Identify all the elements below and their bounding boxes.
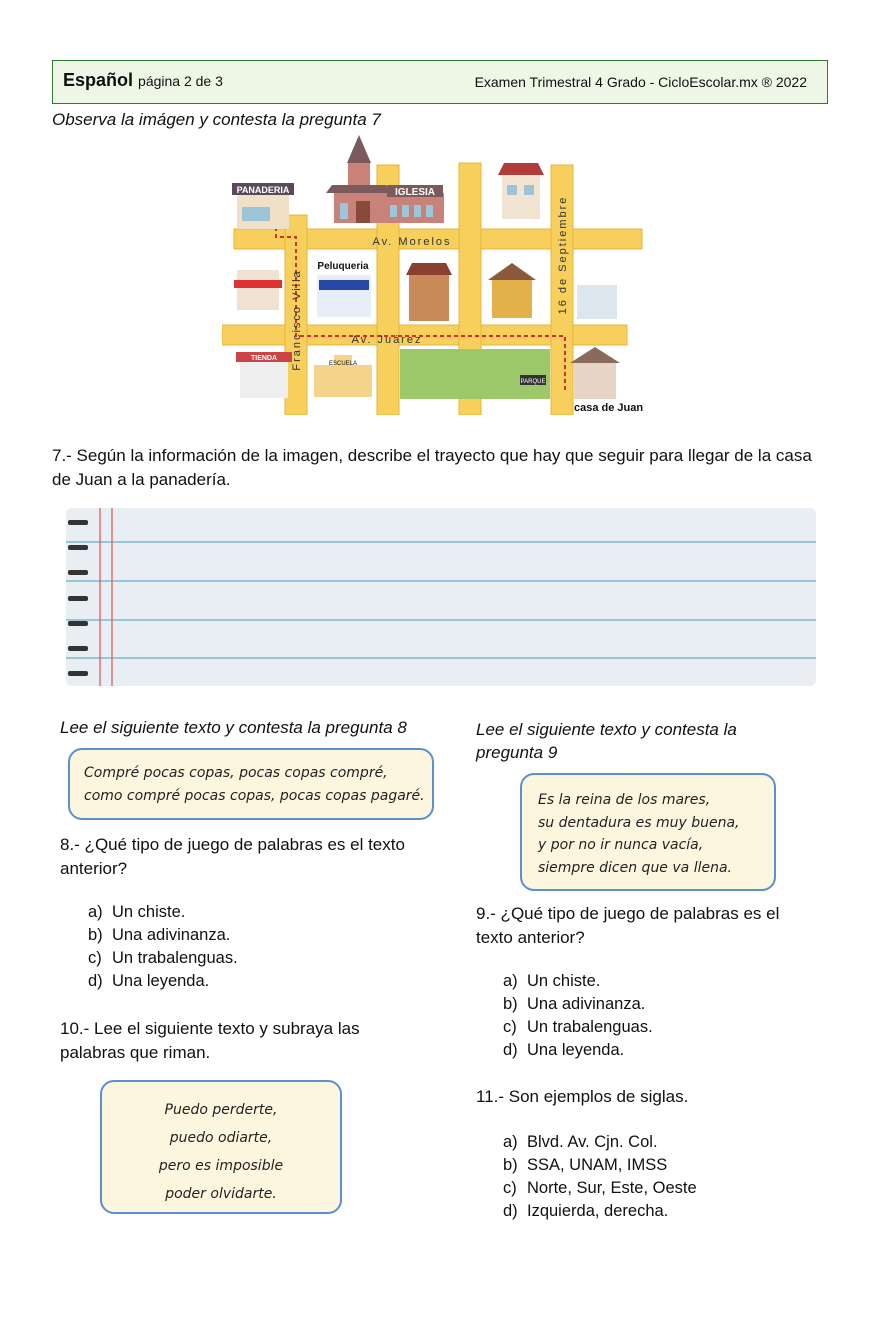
salon-label: Peluqueria <box>317 261 369 272</box>
juan-house-label: casa de Juan <box>574 402 644 414</box>
subject-name: Español <box>63 70 134 90</box>
bakery-label: PANADERIA <box>236 185 290 195</box>
tongue-twister-box <box>68 748 434 820</box>
notebook-decoration <box>66 508 816 686</box>
option-b[interactable]: b) Una adivinanza. <box>88 926 231 944</box>
store-label: TIENDA <box>250 355 278 362</box>
tongue-twister-line: Compré pocas copas, pocas copas compré, <box>84 765 388 781</box>
street-av-morelos: Av. Morelos <box>372 236 452 248</box>
park-label: PARQUE <box>520 379 546 385</box>
option-c[interactable]: c) Un trabalenguas. <box>503 1018 653 1036</box>
page-header <box>52 60 828 104</box>
church-label: IGLESIA <box>394 187 436 198</box>
option-c[interactable]: c) Norte, Sur, Este, Oeste <box>503 1179 697 1197</box>
option-b[interactable]: b) SSA, UNAM, IMSS <box>503 1156 668 1174</box>
instruction-q8: Lee el siguiente texto y contesta la pregunta 8 <box>60 718 407 737</box>
riddle-line: y por no ir nunca vacía, <box>538 837 704 853</box>
page-number: página 2 de 3 <box>138 73 223 89</box>
subject-title <box>63 70 223 91</box>
school-label: ESCUELA <box>328 361 358 367</box>
option-a[interactable]: a) Un chiste. <box>88 903 186 921</box>
poem-line: poder olvidarte. <box>165 1186 277 1202</box>
option-d[interactable]: d) Una leyenda. <box>503 1041 625 1059</box>
riddle-line: Es la reina de los mares, <box>538 792 711 808</box>
map-instruction: Observa la imágen y contesta la pregunta 7 <box>52 110 381 129</box>
q9-options <box>503 970 653 1062</box>
option-b[interactable]: b) Una adivinanza. <box>503 995 646 1013</box>
riddle-line: siempre dicen que va llena. <box>538 859 732 876</box>
option-c[interactable]: c) Un trabalenguas. <box>88 949 238 967</box>
poem-line: puedo odiarte, <box>169 1130 273 1146</box>
question-10: 10.- Lee el siguiente texto y subraya las palabras que riman. <box>60 1019 360 1062</box>
poem-box <box>100 1080 342 1214</box>
question-7: 7.- Según la información de la imagen, describe el trayecto que hay que seguir para llegar de la casa de Juan a la panadería. <box>52 446 812 489</box>
poem-line: pero es imposible <box>158 1158 284 1174</box>
question-11: 11.- Son ejemplos de siglas. <box>476 1087 689 1106</box>
riddle-line: su dentadura es muy buena, <box>538 814 740 831</box>
street-16-septiembre: 16 de Septiembre <box>557 195 569 315</box>
tongue-twister-line: como compré pocas copas, pocas copas pagaré. <box>84 788 425 804</box>
instruction-q9: Lee el siguiente texto y contesta la pregunta 9 <box>476 720 737 762</box>
exam-title: Examen Trimestral 4 Grado - CicloEscolar.mx ® 2022 <box>474 74 807 90</box>
option-a[interactable]: a) Blvd. Av. Cjn. Col. <box>503 1133 658 1151</box>
town-map <box>222 135 662 415</box>
street-av-juarez: Av. Juárez <box>351 334 423 346</box>
option-d[interactable]: d) Izquierda, derecha. <box>503 1202 669 1220</box>
street-francisco-villa: Francisco Villa <box>291 269 303 371</box>
q11-options <box>503 1131 697 1223</box>
option-d[interactable]: d) Una leyenda. <box>88 972 210 990</box>
question-8: 8.- ¿Qué tipo de juego de palabras es el texto anterior? <box>60 835 405 878</box>
q8-options <box>88 901 238 993</box>
poem-line: Puedo perderte, <box>164 1102 278 1118</box>
answer-lines[interactable] <box>66 508 816 686</box>
question-9: 9.- ¿Qué tipo de juego de palabras es el texto anterior? <box>476 904 780 947</box>
riddle-box <box>520 773 776 891</box>
option-a[interactable]: a) Un chiste. <box>503 972 601 990</box>
